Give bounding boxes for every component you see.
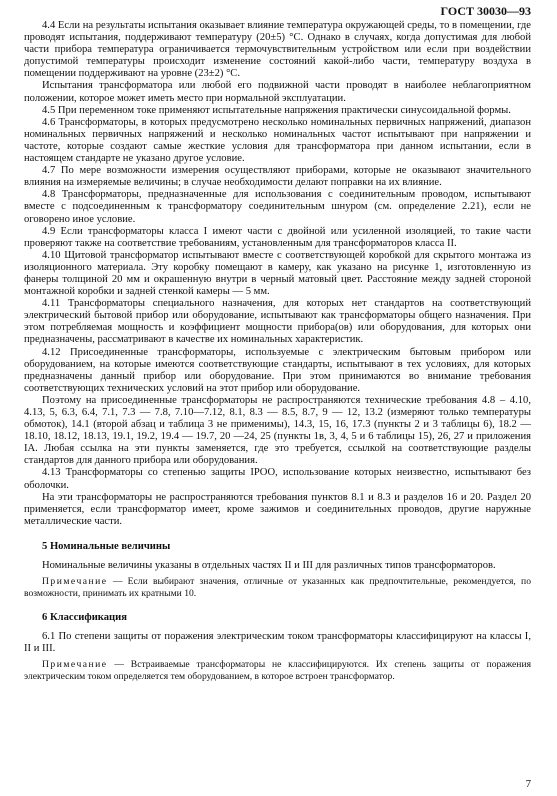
note-label: Примечание: [42, 659, 108, 671]
paragraph-4-13-cont: На эти трансформаторы не распространяются требования пунктов 8.1 и 8.3 и разделов 16 и 20. Раздел 20 применяется, если трансформатор имеет, кроме зажимов и соединительных проводов, другие наружные металлические части.: [24, 491, 531, 527]
note-text: — Встраиваемые трансформаторы не классифицируются. Их степень защиты от поражения электрическим током определяется тем оборудованием, в которое встроен трансформатор.: [24, 659, 531, 682]
section-6-note: [24, 659, 531, 682]
paragraph-4-13: 4.13 Трансформаторы со степенью защиты IPOO, использование которых неизвестно, испытывают без оболочки.: [24, 467, 531, 491]
section-5-heading: 5 Номинальные величины: [42, 540, 171, 552]
paragraph-4-10: 4.10 Щитовой трансформатор испытывают вместе с соответствующей коробкой для скрытого монтажа из изоляционного материала. Эту коробку помещают в камеру, как указано на рисунке 1, изготовленную из фанеры толщиной 20 мм и окрашенную внутри в черный матовый цвет. Расстояние между задней стороной монтажной коробки и задней стенкой камеры — 5 мм.: [24, 249, 531, 298]
paragraph-4-12: 4.12 Присоединенные трансформаторы, используемые с электрическим бытовым прибором или оборудованием, на которые имеются соответствующие стандарты, испытывают в тех условиях, для которых предназначены данный прибор или оборудование. При этом принимаются во внимание требования соответствующих технических условий на этот прибор или оборудование.: [24, 346, 531, 394]
paragraph-4-9: 4.9 Если трансформаторы класса I имеют части с двойной или усиленной изоляцией, то такие части проверяют также на соответствие требованиям, установленным для трансформаторов класса II.: [24, 225, 531, 249]
section-6-heading: 6 Классификация: [42, 612, 127, 624]
section-5-note: [24, 576, 531, 599]
page-number: 7: [525, 779, 531, 790]
section-5-text: Номинальные величины указаны в отдельных частях II и III для различных типов трансформаторов.: [42, 559, 496, 571]
paragraph-4-4-cont: Испытания трансформатора или любой его подвижной части проводят в наиболее неблагоприятном положении, которое может иметь место при нормальной эксплуатации.: [24, 80, 531, 104]
paragraph-4-7: 4.7 По мере возможности измерения осуществляют приборами, которые не оказывают значительного влияния на измеряемые величины; в случае необходимости делают поправки на их влияние.: [24, 165, 531, 189]
paragraph-4-4: 4.4 Если на результаты испытания оказывает влияние температура окружающей среды, то в помещении, где проводят испытания, поддерживают температуру (20±5) °С. Однако в случаях, когда допустимая для любой части прибора температура ограничивается термочувствительным устройством или если при воздействии допустимой температуры происходит изменение состояний какой-либо части, температуру воздуха в помещении поддерживают на уровне (23±2) °С.: [24, 20, 531, 80]
standard-header: ГОСТ 30030—93: [440, 4, 531, 18]
paragraph-4-8: 4.8 Трансформаторы, предназначенные для использования с соединительным проводом, испытывают вместе с подсоединенным к трансформатору соединительным шнуром (см. определение 2.21), если не оговорено иное условие.: [24, 189, 531, 225]
paragraph-4-12-cont: Поэтому на присоединенные трансформаторы не распространяются технические требования 4.8 – 4.10, 4.13, 5, 6.3, 6.4, 7.1, 7.3 — 7.8, 7.10—7.12, 8.1, 8.3 — 8.5, 8.7, 9 — 12, 13.2 (измеряют только температуры обмоток), 14.1 (второй абзац и таблица 3 не применимы), 14.3, 15, 16, 17.3 (пункты 2 и 3 таблицы 6), 18.2 — 18.10, 18.12, 18.13, 19.1, 19.2, 19.4 — 19.7, 20 —24, 25 (пункты 1в, 3, 4, 5 и 6 таблицы 15), 26, 27 и приложения IA. Любая ссылка на эти пункты заменяется, где это требуется, ссылкой на соответствующие разделы стандартов для данного прибора или оборудования.: [24, 394, 531, 467]
section-6-text: 6.1 По степени защиты от поражения электрическим током трансформаторы классифицируют на классы I, II и III.: [24, 631, 531, 655]
paragraph-4-5: 4.5 При переменном токе применяют испытательные напряжения практически синусоидальной формы.: [42, 104, 511, 116]
paragraph-4-6: 4.6 Трансформаторы, в которых предусмотрено несколько номинальных первичных напряжений, диапазон номинальных первичных напряжений и несколько номинальных частот испытывают при напряжении и частоте, которые создают самые жесткие условия для трансформатора при данном испытании, если в настоящем стандарте не указано другое условие.: [24, 116, 531, 165]
page-body: [24, 20, 531, 682]
paragraph-4-11: 4.11 Трансформаторы специального назначения, для которых нет стандартов на соответствующий электрический бытовой прибор или оборудование, испытывают как трансформаторы общего назначения. При этом потребляемая мощность и коэффициент мощности прибора(ов) или оборудования, для которых они предназначены, рассматривают в качестве их номинальных характеристик.: [24, 298, 531, 346]
note-text: — Если выбирают значения, отличные от указанных как предпочтительные, рекомендуется, по возможности, принимать их кратными 10.: [24, 576, 531, 599]
note-label: Примечание: [42, 576, 108, 588]
